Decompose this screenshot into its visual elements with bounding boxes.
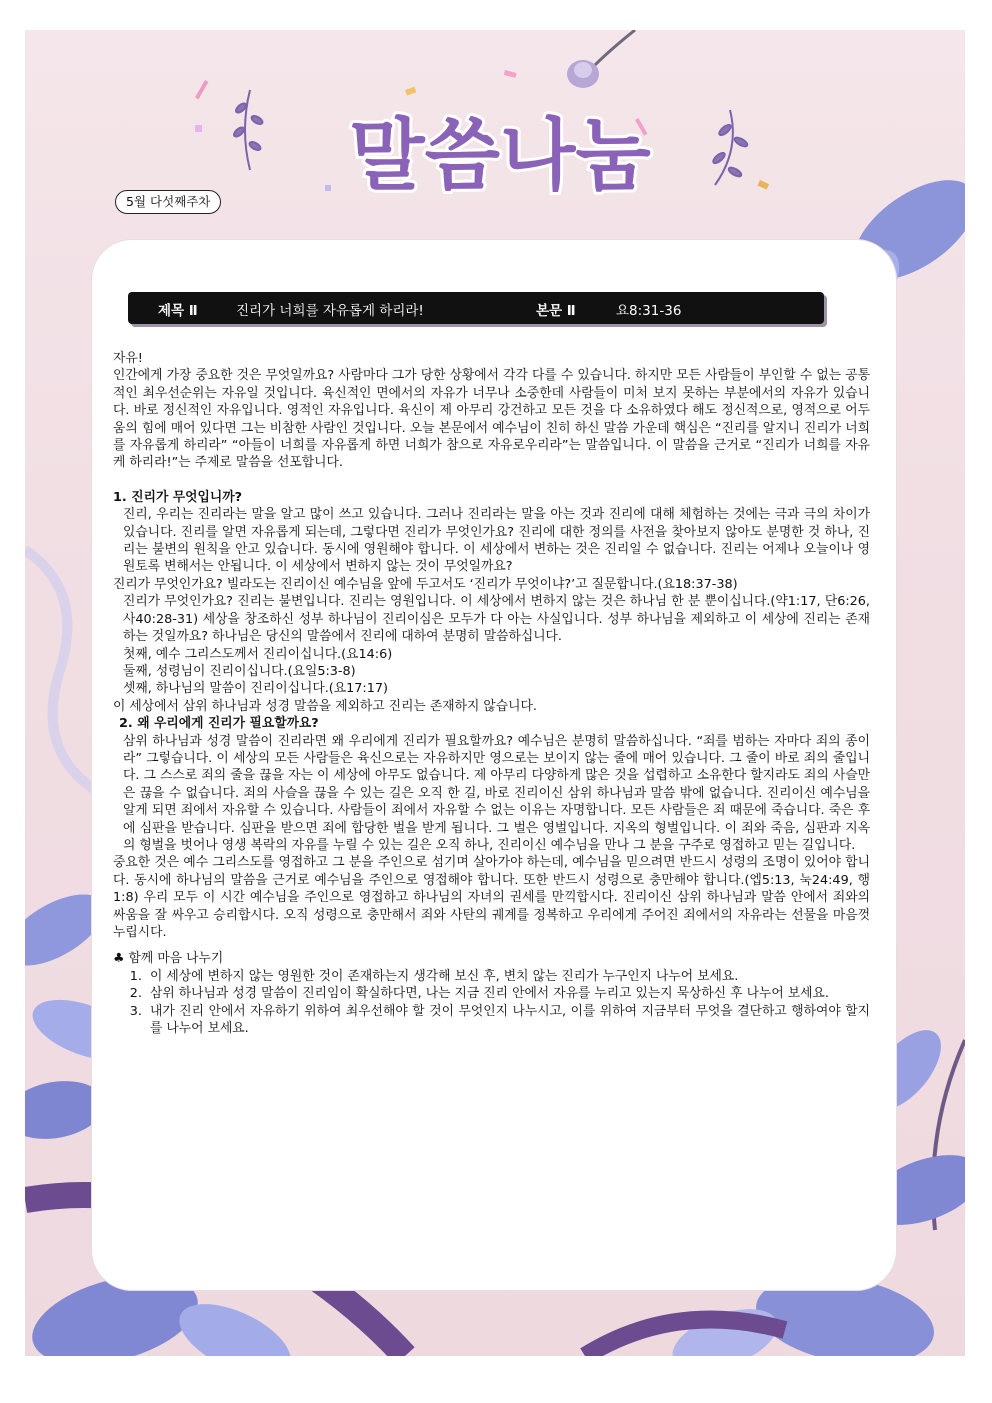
sharing-item: 2. 삼위 하나님과 성경 말씀이 진리임이 확실하다면, 나는 지금 진리 안에서 자유를 누리고 있는지 묵상하신 후 나누어 보세요. — [146, 985, 870, 1002]
sharing-item: 1. 이 세상에 변하지 않는 영원한 것이 존재하는지 생각해 보신 후, 변치 않는 진리가 누구인지 나누어 보세요. — [146, 968, 870, 985]
section2-heading: 2. 왜 우리에게 진리가 필요할까요? — [119, 716, 319, 732]
section1-heading: 1. 진리가 무엇입니까? — [113, 489, 242, 505]
page-title — [310, 92, 690, 212]
title-bar — [128, 292, 824, 324]
section1-paragraph: 진리, 우리는 진리라는 말을 알고 많이 쓰고 있습니다. 그러나 진리라는 말을 아는 것과 진리에 대해 체험하는 것에는 극과 극의 차이가 있습니다. 진리를 알면 자유롭게 되는데, 그렇다면 진리가 무엇인가요? 진리에 대한 정의를 사전을 찾아보지 않아도 분명한 것 하나, 진리는 불변의 원칙을 안고 있습니다. 동시에 영원해야 합니다. 이 세상에서 변하는 것은 진리일 수 없습니다. 진리는 어제나 오늘이나 영원토록 변해서는 안됩니다. 이 세상에서 변하지 않는 것이 무엇일까요? — [123, 507, 870, 575]
section1-list-item: 둘째, 성령님이 진리이십니다.(요일5:3-8) — [123, 663, 356, 679]
text-label: 본문 Ⅱ — [536, 303, 576, 319]
section1-paragraph: 진리가 무엇인가요? 빌라도는 진리이신 예수님을 앞에 두고서도 ‘진리가 무엇이냐?’고 질문합니다.(요18:37-38) — [113, 576, 738, 592]
intro-heading: 자유! — [113, 351, 143, 366]
sharing-heading: ♣ 함께 마음 나누기 — [113, 951, 224, 967]
section1-list-item: 첫째, 예수 그리스도께서 진리이십니다.(요14:6) — [123, 646, 393, 662]
sharing-item: 3. 내가 진리 안에서 자유하기 위하여 최우선해야 할 것이 무엇인지 나누시고, 이를 위하여 지금부터 무엇을 결단하고 행하여야 할지를 나누어 보세요. — [146, 1003, 870, 1038]
title-label: 제목 Ⅱ — [158, 303, 198, 319]
sermon-body — [113, 350, 870, 1037]
scripture-ref: 요8:31-36 — [616, 303, 682, 319]
week-badge: 5월 다섯째주차 — [115, 190, 221, 214]
section1-paragraph: 이 세상에서 삼위 하나님과 성경 말씀을 제외하고 진리는 존재하지 않습니다. — [113, 698, 537, 714]
section1-list-item: 셋째, 하나님의 말씀이 진리이십니다.(요17:17) — [123, 681, 388, 697]
sermon-title: 진리가 너희를 자유롭게 하리라! — [236, 303, 424, 319]
intro-paragraph: 인간에게 가장 중요한 것은 무엇일까요? 사람마다 그가 당한 상황에서 각각 다를 수 있습니다. 하지만 모든 사람들이 부인할 수 없는 공통적인 최우선순위는 자유일 것입니다. 육신적인 면에서의 자유가 너무나 소중한데 사람들이 미처 보지 못하는 부분에서의 자유가 있습니다. 바로 정신적인 자유입니다. 영적인 자유입니다. 육신이 제 아무리 강건하고 모든 것을 다 소유하였다 해도 정신적으로, 영적으로 어두움의 힘에 매어 있다면 그는 비참한 사람인 것입니다. 오늘 본문에서 예수님이 친히 하신 말씀 가운데 핵심은 “진리를 알지니 진리가 너희를 자유롭게 하리라” “아들이 너희를 자유롭게 하면 너희가 참으로 자유로우리라”는 말씀입니다. 이 말씀을 근거로 “진리가 너희를 자유케 하리라!”는 주제로 말씀을 선포합니다. — [113, 368, 870, 471]
page-title-text: 말씀나눔 — [349, 111, 651, 201]
section2-paragraph: 삼위 하나님과 성경 말씀이 진리라면 왜 우리에게 진리가 필요할까요? 예수님은 분명히 말씀하십니다. “죄를 범하는 자마다 죄의 종이라” 그렇습니다. 이 세상의 모든 사람들은 육신으로는 자유하지만 영으로는 보이지 않는 줄에 매어 있습니다. 그 줄이 바로 죄의 줄입니다. 그 스스로 죄의 줄을 끊을 자는 이 세상에 아무도 없습니다. 제 아무리 다양하게 많은 것을 섭렵하고 소유한다 할지라도 죄의 사슬만은 끊을 수 없습니다. 죄의 사슬을 끊을 수 있는 길은 오직 한 길, 바로 진리이신 삼위 하나님과 말씀 밖에 없습니다. 진리이신 예수님을 알게 되면 죄에서 자유할 수 있습니다. 사람들이 죄에서 자유할 수 없는 이유는 자명합니다. 모든 사람들은 죄 때문에 죽습니다. 죽은 후에 심판을 받습니다. 심판을 받으면 죄에 합당한 벌을 받게 됩니다. 그 벌은 영벌입니다. 지옥의 형벌입니다. 이 죄와 죽음, 심판과 지옥의 형벌을 벗어나 영생 복락의 자유를 누릴 수 있는 길은 오직 하나, 진리이신 예수님을 만나 그 분을 구주로 영접하고 믿는 길입니다. — [123, 733, 870, 853]
section2-paragraph: 중요한 것은 예수 그리스도를 영접하고 그 분을 주인으로 섬기며 살아가야 하는데, 예수님을 믿으려면 반드시 성령의 조명이 있어야 합니다. 동시에 하나님의 말씀을 근거로 예수님을 주인으로 영접해야 합니다. 또한 반드시 성령으로 충만해야 합니다.(엡5:13, 눅24:49, 행1:8) 우리 모두 이 시간 예수님을 주인으로 영접하고 하나님의 자녀의 권세를 만끽합시다. 진리이신 삼위 하나님과 말씀 안에서 죄와의 싸움을 잘 싸우고 승리합시다. 오직 성령으로 충만해서 죄와 사탄의 궤계를 정복하고 우리에게 주어진 죄에서의 자유라는 선물을 마음껏 누립시다. — [113, 855, 870, 940]
section1-paragraph: 진리가 무엇인가요? 진리는 불변입니다. 진리는 영원입니다. 이 세상에서 변하지 않는 것은 하나님 한 분 뿐이십니다.(약1:17, 단6:26, 사40:28-31) 세상을 창조하신 성부 하나님이 진리이심은 모두가 다 아는 사실입니다. 성부 하나님을 제외하고 이 세상에 진리는 존재하는 것일까요? 하나님은 당신의 말씀에서 진리에 대하여 분명히 말씀하십니다. — [123, 594, 870, 645]
sharing-list — [113, 968, 870, 1038]
